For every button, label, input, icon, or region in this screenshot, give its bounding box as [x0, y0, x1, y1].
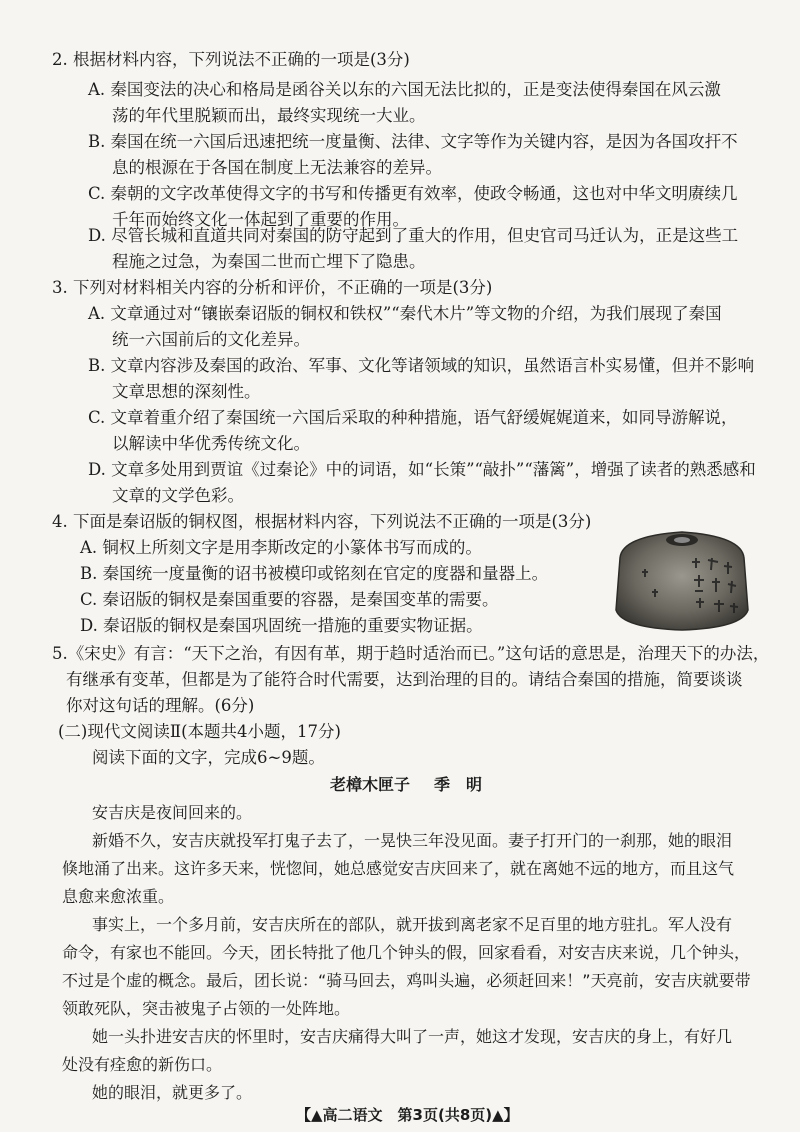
q4-option-b: B. 秦国统一度量衡的诏书被模印或铭刻在官定的度器和量器上。 — [80, 564, 549, 583]
q5-line1: 5.《宋史》有言：“天下之治，有因有革，期于趋时适治而已。”这句话的意思是，治理天下的办法， — [52, 644, 770, 663]
story-line-4: 息愈来愈浓重。 — [62, 887, 175, 906]
q2-option-a-line2: 荡的年代里脱颖而出，最终实现统一大业。 — [112, 106, 426, 125]
q2-option-b-line2: 息的根源在于各国在制度上无法兼容的差异。 — [112, 158, 442, 177]
story-line-10: 处没有痊愈的新伤口。 — [62, 1055, 223, 1074]
story-line-5: 事实上，一个多月前，安吉庆所在的部队，就开拔到离老家不足百里的地方驻扎。军人没有 — [92, 915, 733, 934]
story-title: 老樟木匣子 — [330, 775, 411, 794]
story-author: 季 明 — [434, 775, 483, 794]
q3-stem: 3. 下列对材料相关内容的分析和评价，不正确的一项是(3分) — [52, 278, 493, 297]
story-line-6: 命令，有家也不能回。今天，团长特批了他几个钟头的假，回家看看，对安吉庆来说，几个钟头， — [62, 943, 751, 962]
q2-option-a-line1: A. 秦国变法的决心和格局是函谷关以东的六国无法比拟的，正是变法使得秦国在风云激 — [88, 80, 721, 99]
q2-option-b-line1: B. 秦国在统一六国后迅速把统一度量衡、法律、文字等作为关键内容，是因为各国攻扞不 — [88, 132, 738, 151]
q2-option-c-line1: C. 秦朝的文字改革使得文字的书写和传播更有效率，使政令畅通，这也对中华文明赓续几 — [88, 184, 738, 203]
q3-option-b-line1: B. 文章内容涉及秦国的政治、军事、文化等诸领域的知识，虽然语言朴实易懂，但并不影响 — [88, 356, 755, 375]
q3-option-d-line2: 文章的文学色彩。 — [112, 486, 244, 505]
q4-option-c: C. 秦诏版的铜权是秦国重要的容器，是秦国变革的需要。 — [80, 590, 499, 609]
bronze-weight-image — [612, 522, 752, 634]
q3-option-c-line2: 以解读中华优秀传统文化。 — [112, 434, 310, 453]
q5-line3: 你对这句话的理解。(6分) — [66, 696, 255, 715]
q4-option-a: A. 铜权上所刻文字是用李斯改定的小篆体书写而成的。 — [80, 538, 482, 557]
story-line-2: 新婚不久，安吉庆就投军打鬼子去了，一晃快三年没见面。妻子打开门的一刹那，她的眼泪 — [92, 831, 733, 850]
q2-stem: 2. 根据材料内容，下列说法不正确的一项是(3分) — [52, 50, 410, 69]
story-line-8: 领敢死队，突击被鬼子占领的一处阵地。 — [62, 999, 351, 1018]
q3-option-b-line2: 文章思想的深刻性。 — [112, 382, 261, 401]
q3-option-c-line1: C. 文章着重介绍了秦国统一六国后采取的种种措施，语气舒缓娓娓道来，如同导游解说， — [88, 408, 738, 427]
story-line-7: 不过是个虚的概念。最后，团长说：“骑马回去，鸡叫头遍，必须赶回来！”天亮前，安吉庆就要带 — [62, 971, 751, 990]
page-footer: 【▲高二语文 第3页(共8页)▲】 — [296, 1106, 519, 1124]
section2-instruction: 阅读下面的文字，完成6~9题。 — [92, 748, 325, 767]
q3-option-a-line2: 统一六国前后的文化差异。 — [112, 330, 310, 349]
q3-option-d-line1: D. 文章多处用到贾谊《过秦论》中的词语，如“长策”“敲扑”“藩篱”，增强了读者的熟悉感和 — [88, 460, 756, 479]
story-line-9: 她一头扑进安吉庆的怀里时，安吉庆痛得大叫了一声，她这才发现，安吉庆的身上，有好几 — [92, 1027, 733, 1046]
q4-option-d: D. 秦诏版的铜权是秦国巩固统一措施的重要实物证据。 — [80, 616, 483, 635]
q3-option-a-line1: A. 文章通过对“镶嵌秦诏版的铜权和铁权”“秦代木片”等文物的介绍，为我们展现了秦国 — [88, 304, 722, 323]
q4-stem: 4. 下面是秦诏版的铜权图，根据材料内容，下列说法不正确的一项是(3分) — [52, 512, 592, 531]
q2-option-c-line2: 千年而始终文化一体起到了重要的作用。 — [112, 210, 409, 229]
section2-header: (二)现代文阅读Ⅱ(本题共4小题，17分) — [58, 722, 341, 741]
story-line-1: 安吉庆是夜间回来的。 — [92, 803, 253, 822]
story-line-3: 倏地涌了出来。这许多天来，恍惚间，她总感觉安吉庆回来了，就在离她不远的地方，而且这气 — [62, 859, 735, 878]
q2-option-d-line2: 程施之过急，为秦国二世而亡埋下了隐患。 — [112, 252, 426, 271]
story-line-11: 她的眼泪，就更多了。 — [92, 1083, 253, 1102]
q5-line2: 有继承有变革，但都是为了能符合时代需要，达到治理的目的。请结合秦国的措施，简要谈谈 — [66, 670, 743, 689]
q2-option-d-line1: D. 尽管长城和直道共同对秦国的防守起到了重大的作用，但史官司马迁认为，正是这些工 — [88, 226, 739, 245]
